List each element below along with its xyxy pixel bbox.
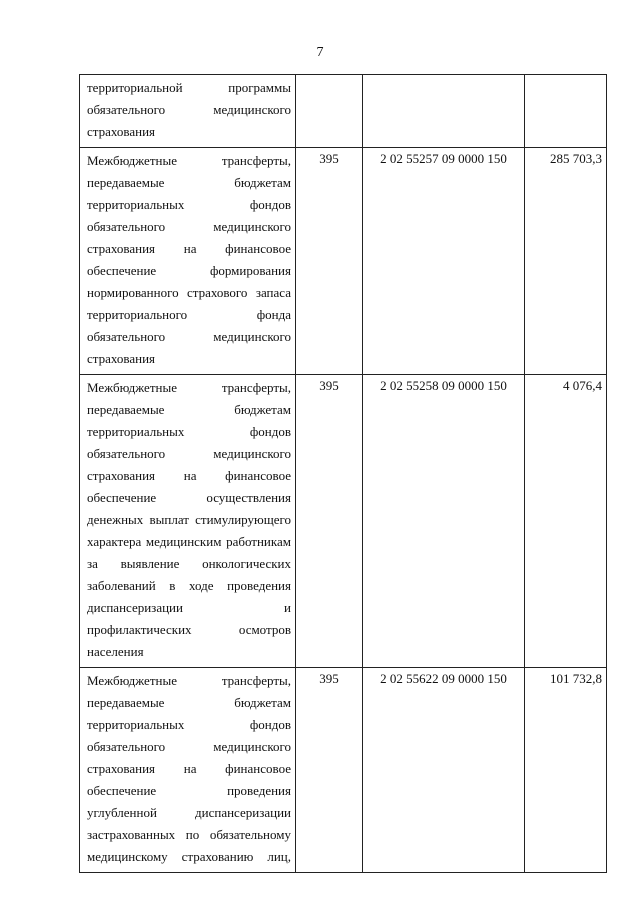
description-line: обязательного медицинского [87,219,291,234]
kbk-cell [363,75,525,148]
table-row [80,148,607,375]
amount-cell-value: 4 076,4 [563,378,602,393]
description-line: характера медицинским работникам [87,534,291,549]
table-row [80,375,607,668]
amount-cell-value: 285 703,3 [550,151,602,166]
kbk-cell-value [363,75,524,77]
description-line: территориальных фондов [87,197,291,212]
description-line: углубленной диспансеризации [87,805,291,820]
amount-cell-value [525,75,606,77]
amount-cell-value: 101 732,8 [550,671,602,686]
description-line: профилактических осмотров [87,622,291,637]
description-line: нормированного страхового запаса [87,285,291,300]
amount-cell [525,375,607,668]
description-line: обеспечение формирования [87,263,291,278]
description-line: застрахованных по обязательному [87,827,291,842]
page-number: 7 [316,45,324,60]
description-line: страхования [87,124,156,139]
admin-code-cell [296,668,363,873]
budget-table [79,74,607,873]
description-cell [80,375,296,668]
description-line: страхования на финансовое [87,241,291,256]
amount-cell [525,148,607,375]
amount-cell [525,668,607,873]
kbk-cell [363,668,525,873]
admin-code-cell-value: 395 [319,151,339,166]
description-line: за выявление онкологических [87,556,291,571]
description-line: территориального фонда [87,307,291,322]
description-line: медицинскому страхованию лиц, [87,849,291,864]
description-line: страхования на финансовое [87,468,291,483]
description-line: передаваемые бюджетам [87,175,291,190]
description-line: заболеваний в ходе проведения [87,578,291,593]
kbk-cell-value: 2 02 55622 09 0000 150 [380,671,507,686]
table-row [80,75,607,148]
admin-code-cell-value [296,75,362,77]
description-line: Межбюджетные трансферты, [87,153,291,168]
description-line: страхования [87,351,156,366]
amount-cell [525,75,607,148]
admin-code-cell [296,75,363,148]
description-line: страхования на финансовое [87,761,291,776]
description-line: Межбюджетные трансферты, [87,673,291,688]
description-line: населения [87,644,144,659]
kbk-cell [363,375,525,668]
description-line: диспансеризации и [87,600,291,615]
description-line: территориальных фондов [87,424,291,439]
description-line: обеспечение осуществления [87,490,291,505]
description-cell [80,148,296,375]
description-line: передаваемые бюджетам [87,402,291,417]
description-line: денежных выплат стимулирующего [87,512,291,527]
description-line: обеспечение проведения [87,783,291,798]
admin-code-cell-value: 395 [319,671,339,686]
description-line: обязательного медицинского [87,446,291,461]
admin-code-cell-value: 395 [319,378,339,393]
description-line: Межбюджетные трансферты, [87,380,291,395]
kbk-cell-value: 2 02 55257 09 0000 150 [380,151,507,166]
table-row [80,668,607,873]
description-line: обязательного медицинского [87,329,291,344]
admin-code-cell [296,375,363,668]
description-cell [80,668,296,873]
kbk-cell [363,148,525,375]
description-line: территориальной программы [87,80,291,95]
description-line: обязательного медицинского [87,739,291,754]
description-line: территориальных фондов [87,717,291,732]
kbk-cell-value: 2 02 55258 09 0000 150 [380,378,507,393]
description-cell [80,75,296,148]
description-line: обязательного медицинского [87,102,291,117]
admin-code-cell [296,148,363,375]
description-line: передаваемые бюджетам [87,695,291,710]
